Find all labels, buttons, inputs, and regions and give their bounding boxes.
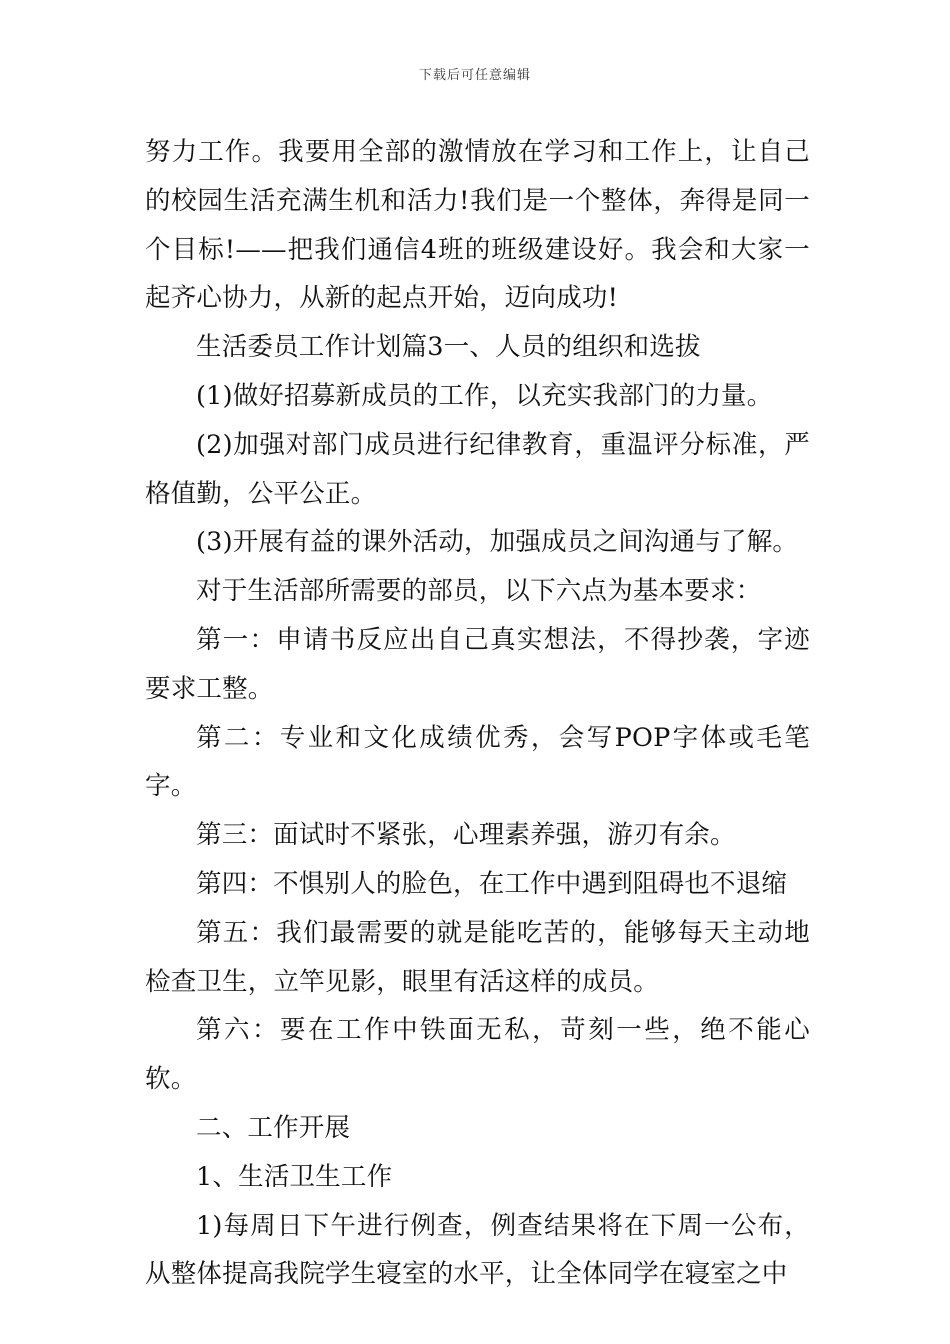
paragraph: 第一：申请书反应出自己真实想法，不得抄袭，字迹要求工整。 <box>145 624 810 704</box>
page-header-note: 下载后可任意编辑 <box>418 68 531 83</box>
paragraph: 努力工作。我要用全部的激情放在学习和工作上，让自己的校园生活充满生机和活力!我们是一个整体，奔得是同一个目标!——把我们通信4班的班级建设好。我会和大家一起齐心协力，从新的起点开始，迈向成功! <box>145 137 810 314</box>
paragraph: 第二：专业和文化成绩优秀，会写POP字体或毛笔字。 <box>145 722 810 802</box>
paragraph: (2)加强对部门成员进行纪律教育，重温评分标准，严格值勤，公平公正。 <box>145 429 810 509</box>
paragraph: 第六：要在工作中铁面无私，苛刻一些，绝不能心软。 <box>145 1015 810 1095</box>
document-body <box>145 128 810 1299</box>
paragraph: 对于生活部所需要的部员，以下六点为基本要求： <box>196 576 762 607</box>
section-heading: 二、工作开展 <box>196 1112 351 1143</box>
paragraph: 生活委员工作计划篇3一、人员的组织和选拔 <box>196 332 701 363</box>
paragraph: (1)做好招募新成员的工作，以充实我部门的力量。 <box>196 380 773 411</box>
paragraph: 第四：不惧别人的脸色，在工作中遇到阻碍也不退缩 <box>196 868 788 899</box>
paragraph: (3)开展有益的课外活动，加强成员之间沟通与了解。 <box>196 527 799 558</box>
paragraph: 第三：面试时不紧张，心理素养强，游刃有余。 <box>196 820 736 851</box>
paragraph: 第五：我们最需要的就是能吃苦的，能够每天主动地检查卫生，立竿见影，眼里有活这样的成员。 <box>145 917 810 997</box>
subsection-heading: 1、生活卫生工作 <box>196 1161 393 1192</box>
paragraph: 1)每周日下午进行例查，例查结果将在下周一公布，从整体提高我院学生寝室的水平，让全体同学在寝室之中 <box>145 1210 810 1290</box>
